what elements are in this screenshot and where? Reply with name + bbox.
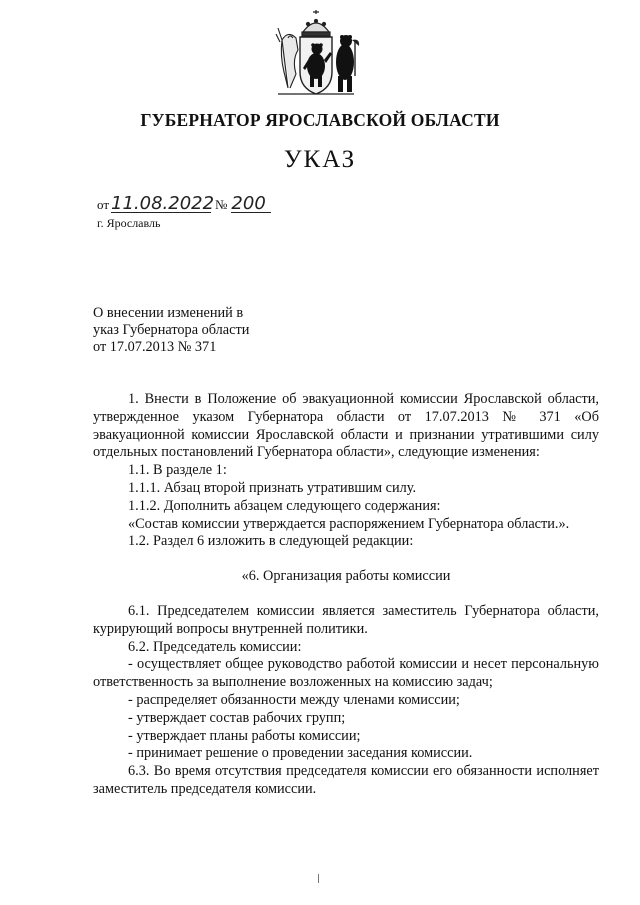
body-paragraph: - утверждает состав рабочих групп;	[128, 709, 346, 726]
subject-line: от 17.07.2013 № 371	[93, 339, 217, 356]
paragraph-spacer	[93, 551, 599, 568]
body-paragraph: 1.1.1. Абзац второй признать утратившим силу.	[128, 479, 417, 496]
scan-mark	[318, 874, 319, 883]
document-type-title: УКАЗ	[283, 146, 357, 173]
document-subject	[93, 305, 249, 357]
body-paragraph: 6.2. Председатель комиссии:	[128, 638, 302, 655]
body-paragraph: 6.3. Во время отсутствия председателя комиссии его обязанности исполняет заместитель председателя комиссии.	[93, 763, 599, 797]
body-paragraph: - принимает решение о проведении заседания комиссии.	[128, 745, 473, 762]
body-paragraph: «Состав комиссии утверждается распоряжением Губернатора области.».	[128, 515, 570, 532]
body-paragraph: 6.1. Председателем комиссии является заместитель Губернатора области, курирующий вопросы внутренней политики.	[93, 602, 599, 637]
body-paragraph: - осуществляет общее руководство работой комиссии и несет персональную ответственность за выполнение возложенных на комиссию задач;	[93, 656, 599, 691]
body-paragraph: 1.1. В разделе 1:	[128, 462, 227, 479]
subject-line: О внесении изменений в	[93, 305, 244, 321]
place-of-issue: г. Ярославль	[97, 216, 161, 230]
handwritten-date: 11.08.2022	[111, 193, 215, 214]
body-paragraph: - распределяет обязанности между членами комиссии;	[128, 691, 460, 708]
body-paragraph: - утверждает планы работы комиссии;	[128, 727, 361, 744]
handwritten-number: 200	[231, 196, 271, 213]
body-paragraph: 1.1.2. Дополнить абзацем следующего содержания:	[128, 497, 441, 514]
body-paragraph: 1.2. Раздел 6 изложить в следующей редакции:	[128, 533, 414, 550]
body-paragraph: 1. Внести в Положение об эвакуационной комиссии Ярославской области, утвержденное указом Губернатора области от 17.07.2013 № 371 «Об эвакуационной комиссии Ярославской области и признании утратившими силу отдельных постановлений Губернатора области», следующие изменения:	[93, 391, 599, 461]
document-body	[93, 391, 599, 799]
date-number-line	[97, 193, 271, 216]
paragraph-spacer	[93, 586, 599, 603]
yaroslavl-coat-of-arms-icon	[270, 10, 362, 102]
number-label: №	[215, 197, 228, 212]
section-heading: «6. Организация работы комиссии	[241, 568, 451, 585]
subject-line: указ Губернатора области	[93, 322, 250, 339]
issuing-authority: ГУБЕРНАТОР ЯРОСЛАВСКОЙ ОБЛАСТИ	[140, 110, 500, 130]
from-label: от	[97, 197, 110, 212]
